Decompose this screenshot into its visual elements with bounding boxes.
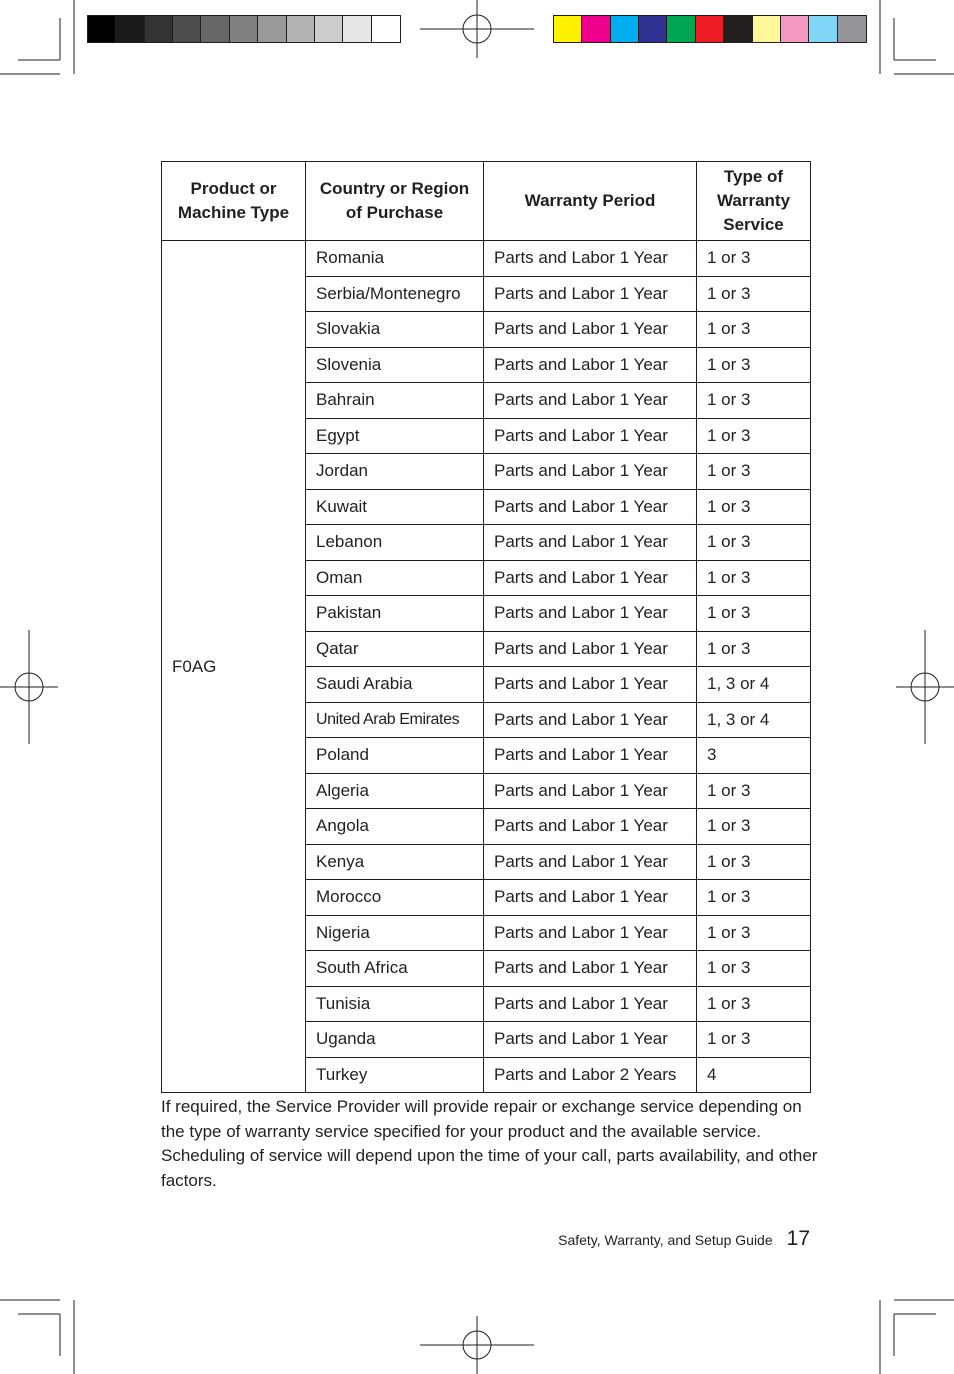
color-swatch [724, 16, 752, 42]
country-cell: Poland [306, 738, 484, 774]
warranty-period-cell: Parts and Labor 1 Year [484, 915, 697, 951]
registration-target-right [896, 630, 954, 744]
country-cell: Lebanon [306, 525, 484, 561]
grayscale-color-bar [87, 15, 401, 43]
registration-target-top [420, 0, 534, 58]
machine-type-cell: F0AG [162, 241, 306, 1093]
country-cell: Oman [306, 560, 484, 596]
gray-swatch [173, 16, 201, 42]
gray-swatch [372, 16, 400, 42]
country-cell: Tunisia [306, 986, 484, 1022]
registration-target-bottom [420, 1316, 534, 1374]
country-cell: Saudi Arabia [306, 667, 484, 703]
gray-swatch [258, 16, 286, 42]
header-warranty-period: Warranty Period [484, 162, 697, 241]
service-type-cell: 1 or 3 [697, 773, 811, 809]
country-cell: Egypt [306, 418, 484, 454]
service-type-cell: 1 or 3 [697, 276, 811, 312]
warranty-period-cell: Parts and Labor 1 Year [484, 773, 697, 809]
service-type-cell: 1 or 3 [697, 596, 811, 632]
color-swatch [639, 16, 667, 42]
color-swatch [838, 16, 866, 42]
service-type-cell: 1 or 3 [697, 347, 811, 383]
warranty-period-cell: Parts and Labor 1 Year [484, 880, 697, 916]
warranty-period-cell: Parts and Labor 1 Year [484, 986, 697, 1022]
service-type-cell: 1 or 3 [697, 312, 811, 348]
country-cell: Serbia/Montenegro [306, 276, 484, 312]
color-swatch [696, 16, 724, 42]
service-type-cell: 1 or 3 [697, 241, 811, 277]
warranty-period-cell: Parts and Labor 1 Year [484, 631, 697, 667]
header-machine-type: Product or Machine Type [162, 162, 306, 241]
country-cell: Jordan [306, 454, 484, 490]
gray-swatch [116, 16, 144, 42]
service-type-cell: 1 or 3 [697, 383, 811, 419]
service-type-cell: 1 or 3 [697, 525, 811, 561]
country-cell: Nigeria [306, 915, 484, 951]
country-cell: Algeria [306, 773, 484, 809]
country-cell: Qatar [306, 631, 484, 667]
country-cell: South Africa [306, 951, 484, 987]
country-cell: Slovakia [306, 312, 484, 348]
service-type-cell: 1 or 3 [697, 986, 811, 1022]
warranty-period-cell: Parts and Labor 1 Year [484, 383, 697, 419]
country-cell: Kuwait [306, 489, 484, 525]
warranty-period-cell: Parts and Labor 1 Year [484, 312, 697, 348]
page-footer [558, 1227, 810, 1251]
registration-target-left [0, 630, 58, 744]
warranty-period-cell: Parts and Labor 1 Year [484, 560, 697, 596]
table-body [162, 241, 811, 1093]
table-header [162, 162, 811, 241]
country-cell: Slovenia [306, 347, 484, 383]
color-swatch [667, 16, 695, 42]
service-type-cell: 1 or 3 [697, 489, 811, 525]
country-cell: Angola [306, 809, 484, 845]
service-type-cell: 1 or 3 [697, 809, 811, 845]
color-swatch [554, 16, 582, 42]
color-swatch [809, 16, 837, 42]
gray-swatch [201, 16, 229, 42]
gray-swatch [230, 16, 258, 42]
warranty-period-cell: Parts and Labor 1 Year [484, 454, 697, 490]
header-country: Country or Region of Purchase [306, 162, 484, 241]
warranty-period-cell: Parts and Labor 1 Year [484, 347, 697, 383]
country-cell: United Arab Emirates [306, 702, 484, 738]
warranty-period-cell: Parts and Labor 1 Year [484, 702, 697, 738]
color-swatch [582, 16, 610, 42]
warranty-period-cell: Parts and Labor 1 Year [484, 1022, 697, 1058]
warranty-period-cell: Parts and Labor 1 Year [484, 844, 697, 880]
gray-swatch [145, 16, 173, 42]
warranty-period-cell: Parts and Labor 1 Year [484, 418, 697, 454]
country-cell: Pakistan [306, 596, 484, 632]
country-cell: Kenya [306, 844, 484, 880]
service-type-cell: 1, 3 or 4 [697, 667, 811, 703]
service-type-cell: 4 [697, 1057, 811, 1093]
gray-swatch [343, 16, 371, 42]
country-cell: Morocco [306, 880, 484, 916]
gray-swatch [315, 16, 343, 42]
header-service-type: Type of Warranty Service [697, 162, 811, 241]
warranty-period-cell: Parts and Labor 1 Year [484, 489, 697, 525]
country-cell: Bahrain [306, 383, 484, 419]
country-cell: Romania [306, 241, 484, 277]
color-swatch [611, 16, 639, 42]
service-type-cell: 1 or 3 [697, 560, 811, 596]
gray-swatch [287, 16, 315, 42]
table-row [162, 241, 811, 277]
service-type-cell: 1 or 3 [697, 915, 811, 951]
warranty-table [161, 161, 811, 1093]
service-type-cell: 3 [697, 738, 811, 774]
country-cell: Uganda [306, 1022, 484, 1058]
service-type-cell: 1 or 3 [697, 844, 811, 880]
color-swatch [753, 16, 781, 42]
warranty-period-cell: Parts and Labor 1 Year [484, 525, 697, 561]
service-note: If required, the Service Provider will provide repair or exchange service depending on the type of warranty service specified for your product and the available service. Scheduling of service will depend upon the time of your call, parts availability, and other factors. [161, 1097, 818, 1190]
warranty-period-cell: Parts and Labor 1 Year [484, 667, 697, 703]
warranty-period-cell: Parts and Labor 1 Year [484, 241, 697, 277]
service-type-cell: 1, 3 or 4 [697, 702, 811, 738]
service-type-cell: 1 or 3 [697, 454, 811, 490]
service-type-cell: 1 or 3 [697, 418, 811, 454]
process-color-bar [553, 15, 867, 43]
service-type-cell: 1 or 3 [697, 1022, 811, 1058]
warranty-period-cell: Parts and Labor 2 Years [484, 1057, 697, 1093]
warranty-period-cell: Parts and Labor 1 Year [484, 951, 697, 987]
warranty-period-cell: Parts and Labor 1 Year [484, 276, 697, 312]
warranty-period-cell: Parts and Labor 1 Year [484, 738, 697, 774]
color-swatch [781, 16, 809, 42]
service-type-cell: 1 or 3 [697, 951, 811, 987]
warranty-period-cell: Parts and Labor 1 Year [484, 809, 697, 845]
service-type-cell: 1 or 3 [697, 880, 811, 916]
guide-title: Safety, Warranty, and Setup Guide [558, 1232, 773, 1248]
service-type-cell: 1 or 3 [697, 631, 811, 667]
country-cell: Turkey [306, 1057, 484, 1093]
warranty-period-cell: Parts and Labor 1 Year [484, 596, 697, 632]
page-number: 17 [786, 1227, 810, 1250]
gray-swatch [88, 16, 116, 42]
